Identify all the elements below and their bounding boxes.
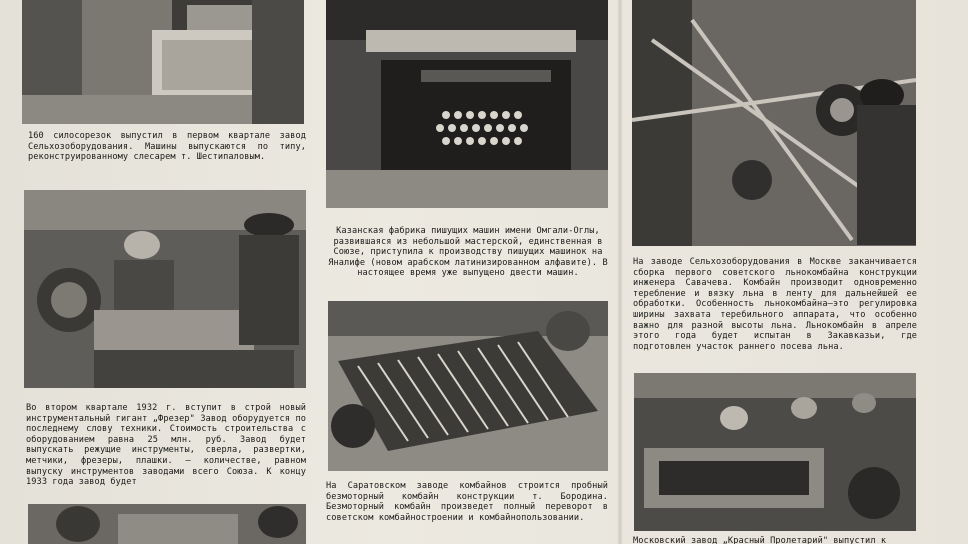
photo-combine-saratov: [328, 301, 608, 471]
caption-silage-cutter: 160 силосорезок выпустил в первом квартале завод Сельхозоборудования. Машины выпускаются по типу, реконструированному слесарем т. Шестипаловым.: [28, 131, 306, 163]
photo-silage-cutter: [22, 0, 304, 124]
page-crease: [617, 0, 623, 544]
photo-lathe-workers: [24, 190, 306, 388]
photo-flax-combine-assembly: [632, 0, 916, 246]
caption-krasny-proletariy: Московский завод „Красный Пролетарий" выпустил к: [633, 536, 887, 544]
photo-typewriter: [326, 0, 608, 208]
caption-saratov-combine: На Саратовском заводе комбайнов строится пробный безмоторный комбайн конструкции т. Бородина. Безмоторный комбайн произведет полный переворот в советском комбайностроении и комбайнопользовании.: [326, 481, 608, 523]
caption-flax-combine: На заводе Сельхозоборудования в Москве заканчивается сборка первого советского льнокомбайна конструкции инженера Савачева. Комбайн производит одновременно теребление и вязку льна в ленту для дальнейшей ее обработки. Особенность льнокомбайна—это регулировка ширины захвата теребильного аппарата, что особенно важно для разной высоты льна. Льнокомбайн в апреле этого года будет испытан в Закавказьи, где подготовлен участок раннего посева льна.: [633, 257, 917, 352]
photo-workshop-bottom: [28, 504, 306, 544]
caption-typewriter-factory: Казанская фабрика пишущих машин имени Омгали-Оглы, развившаяся из небольшой мастерской, единственная в Союзе, приступила к производству пишущих машинок на Яналифе (новом арабском латинизированном алфавите). В настоящее время уже выпущено двести машин.: [328, 226, 608, 279]
caption-frezer-plant: Во втором квартале 1932 г. вступит в строй новый инструментальный гигант „Фрезер" Завод оборудуется по последнему слову техники. Стоимость строительства с оборудованием равна 25 млн. руб. Завод будет выпускать режущие инструменты, сверла, развертки, метчики, фрезеры, плашки. — количестве, равном выпуску инструментов заводами всего Союза. К концу 1933 года завод будет: [26, 403, 306, 488]
photo-workers-machine: [634, 373, 916, 531]
